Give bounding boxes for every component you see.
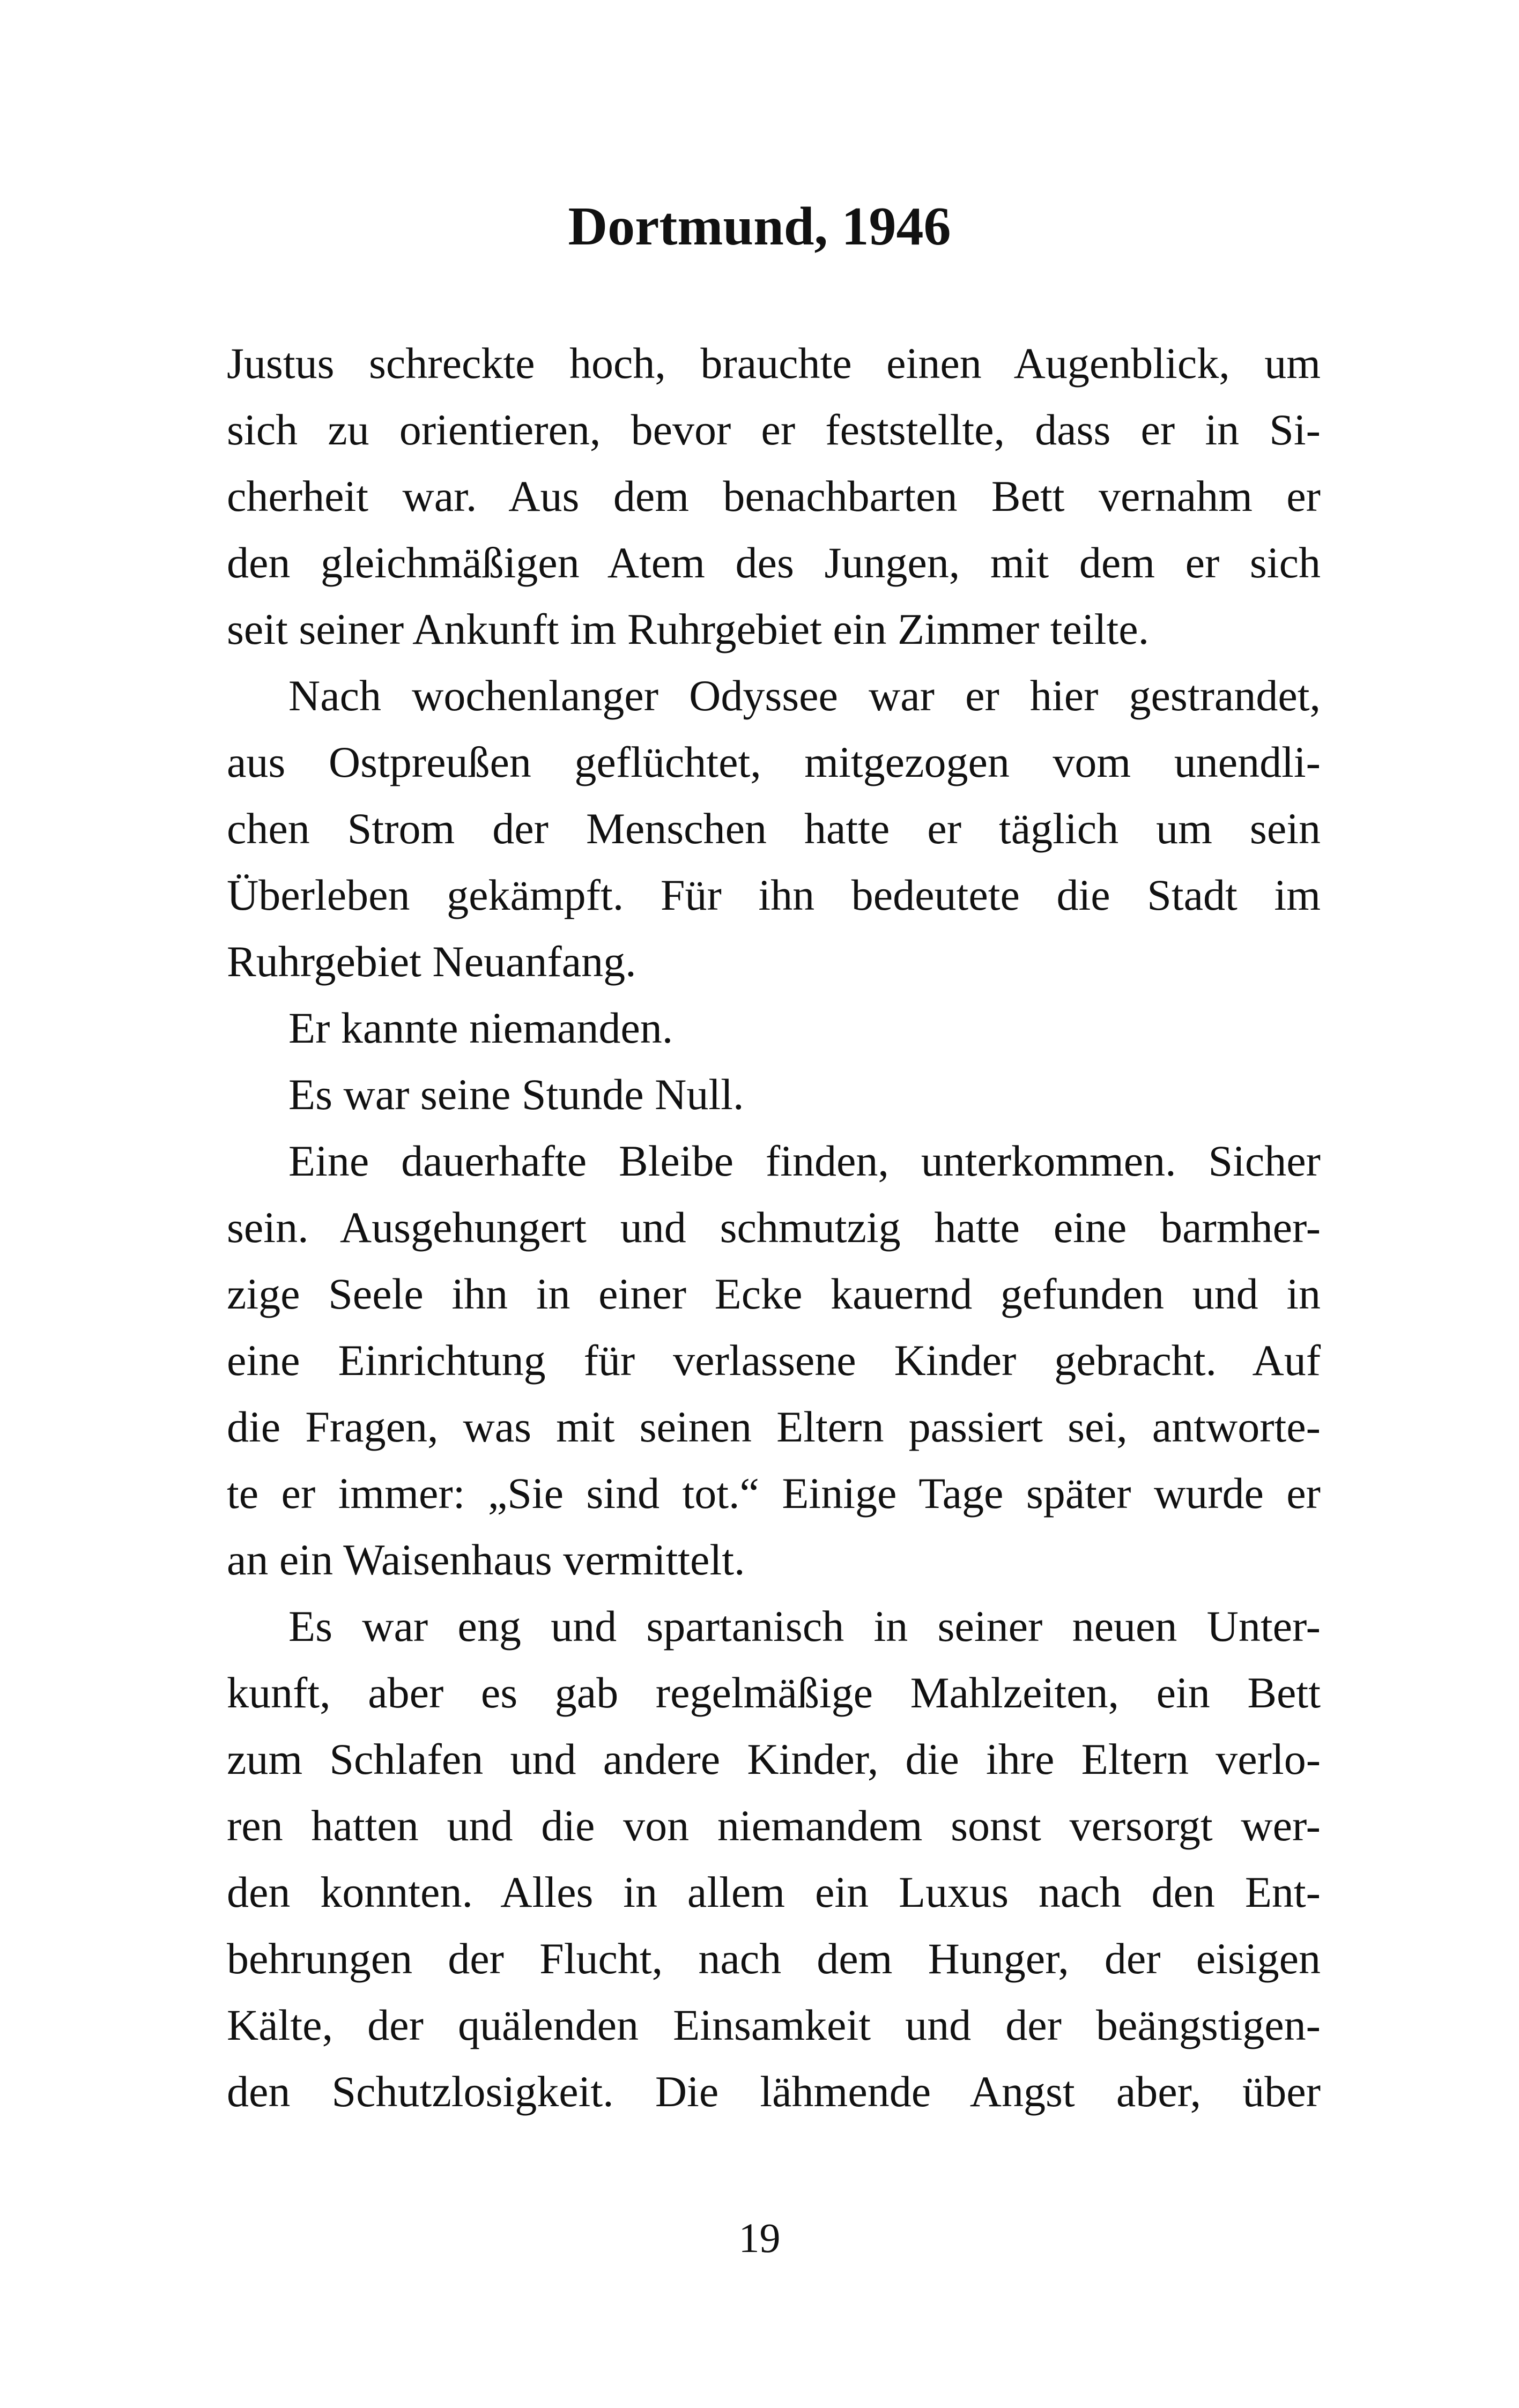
text-line: Es war eng und spartanisch in seiner neuen Unter-	[288, 1602, 1321, 1651]
page-number: 19	[738, 2214, 781, 2261]
body-text	[227, 330, 1321, 2125]
text-line: Ruhrgebiet Neuanfang.	[227, 937, 636, 986]
text-line: den konnten. Alles in allem ein Luxus nach den Ent-	[227, 1868, 1321, 1916]
text-line: kunft, aber es gab regelmäßige Mahlzeiten, ein Bett	[227, 1668, 1321, 1717]
text-line: den Schutzlosigkeit. Die lähmende Angst aber, über	[227, 2067, 1321, 2116]
text-line: den gleichmäßigen Atem des Jungen, mit dem er sich	[227, 538, 1321, 587]
text-line: chen Strom der Menschen hatte er täglich um sein	[227, 804, 1321, 853]
chapter-title: Dortmund, 1946	[568, 196, 951, 257]
text-line: ren hatten und die von niemandem sonst versorgt wer-	[227, 1801, 1321, 1850]
text-line: an ein Waisenhaus vermittelt.	[227, 1535, 745, 1584]
text-line: Justus schreckte hoch, brauchte einen Augenblick, um	[227, 339, 1321, 388]
text-line: seit seiner Ankunft im Ruhrgebiet ein Zimmer teilte.	[227, 605, 1150, 653]
text-line: cherheit war. Aus dem benachbarten Bett vernahm er	[227, 472, 1321, 521]
text-line: sich zu orientieren, bevor er feststellte, dass er in Si-	[227, 405, 1321, 454]
text-line: die Fragen, was mit seinen Eltern passiert sei, antworte-	[227, 1402, 1321, 1451]
text-line: Kälte, der quälenden Einsamkeit und der beängstigen-	[227, 2001, 1321, 2049]
text-line: aus Ostpreußen geflüchtet, mitgezogen vom unendli-	[227, 738, 1321, 786]
text-line: sein. Ausgehungert und schmutzig hatte eine barmher-	[227, 1203, 1321, 1252]
text-line: zige Seele ihn in einer Ecke kauernd gefunden und in	[227, 1269, 1321, 1318]
text-line: Es war seine Stunde Null.	[288, 1070, 744, 1119]
text-line: Er kannte niemanden.	[288, 1004, 673, 1052]
text-line: Überleben gekämpft. Für ihn bedeutete die Stadt im	[227, 871, 1321, 919]
text-line: behrungen der Flucht, nach dem Hunger, der eisigen	[227, 1934, 1321, 1983]
text-line: te er immer: „Sie sind tot.“ Einige Tage später wurde er	[227, 1469, 1321, 1518]
text-line: eine Einrichtung für verlassene Kinder gebracht. Auf	[227, 1336, 1321, 1385]
text-line: Nach wochenlanger Odyssee war er hier gestrandet,	[288, 671, 1321, 720]
text-line: Eine dauerhafte Bleibe finden, unterkommen. Sicher	[288, 1136, 1321, 1185]
text-line: zum Schlafen und andere Kinder, die ihre Eltern verlo-	[227, 1735, 1321, 1783]
